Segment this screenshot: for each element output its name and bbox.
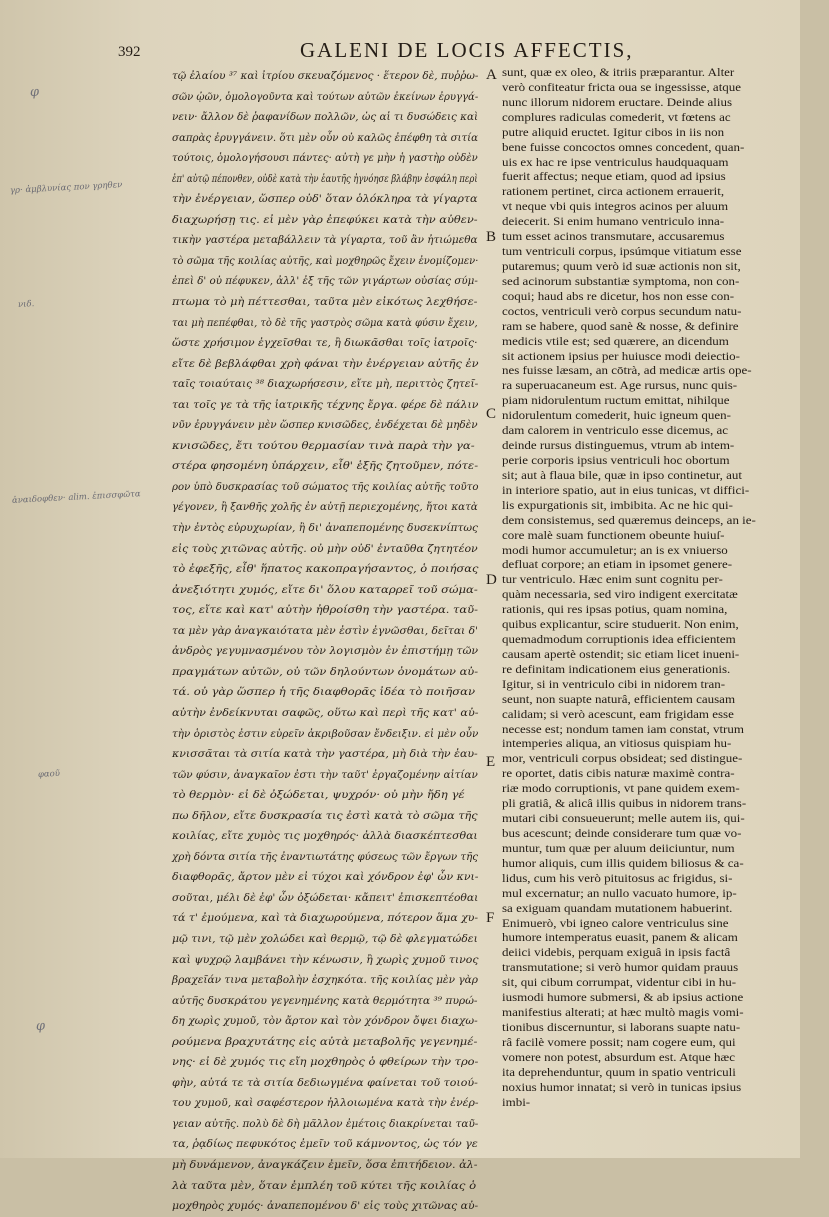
text-line: mutari cibi consueuerunt; melle autem iis, qui- [502,812,745,826]
text-line: riæ modo corruptionis, vt pane quidem exem- [502,782,740,796]
text-line: ἐπ' αὐτῷ πέπονθεν, οὐδὲ κατὰ τὴν ἑαυτῆς ἠγνόησε βλάβην ἐσφάλη περὶ [172,172,478,185]
text-line: τῶν φύσιν, ἀναγκαῖον ἐστι τὴν ταῦτ' ἐργαζομένην αἰτίαν [172,768,478,781]
text-line: τούτοις, ὁμολογήσουσι πάντες· αὐτὴ γε μὴν ἡ γαστὴρ οὐδὲν [172,152,478,165]
margin-note: ἀναιδοφθεν· alim. ἐπισσφῶτα [11,489,141,506]
text-line: nunc illorum nidorem eructare. Deinde alius [502,95,733,109]
text-line: vomere non potest, absurdum est. Atque hæc [502,1050,735,1064]
text-line: ὥστε χρήσιμον ἐγχεῖσθαι τε, ἢ διωκᾶσθαι τοῖς ἰατροῖς· [172,337,478,350]
text-line: imbi- [502,1095,531,1109]
text-line: transmutatione; si verò humor quidam prauus [502,961,739,975]
running-title: GALENI DE LOCIS AFFECTIS, [300,38,634,62]
page-number: 392 [118,44,141,60]
text-line: ita deprehenduntur, quum in spatio ventriculi [502,1065,736,1079]
text-line: sit, qui cibum corrumpat, videntur cibi in hu- [502,976,737,990]
text-line: lidus, cum his verò pituitosus ac frigidus, si- [502,871,733,885]
text-line: complures radiculas comederit, vt fœtens ac [502,110,731,124]
text-line: dam calorem in ventriculo esse dicemus, ac [502,424,729,438]
text-line: uis ex hac re ipse ventriculus haudquaquam [502,155,729,169]
text-line: râ facilè vomere possit; nam cogere eum, qui [502,1035,736,1049]
text-line: pli gratiâ, & alicâ illis quibus in nidorem trans- [502,797,747,811]
text-line: core malè suam functionem obeunte huiuſ- [502,528,725,542]
text-line: ρούμενα βραχυτάτης εἰς αὐτὰ μεταβολῆς γεγενημέ- [172,1035,478,1048]
text-line: iusmodi humore submersi, & ab ipsius actione [502,991,744,1005]
section-marker-b: B [486,229,497,245]
text-line: coctos, ventriculi verò corpus secundum natu- [502,304,742,318]
text-line: ram se habere, quod sanè & nosse, & definire [502,319,739,333]
text-line: putre aliquid eructet. Igitur cibos in iis non [502,125,725,139]
latin-text-column [502,66,794,1111]
text-line: ἀνδρὸς γεγυμνασμένου τὸν λογισμὸν ἐν ἐπιστήμῃ τῶν [172,645,479,658]
text-line: τὴν ἐντὸς εὐρυχωρίαν, ἢ δι' ἀναπεπομένης δυσεκνίπτως [172,522,478,535]
text-line: χρὴ δόντα σιτία τῆς ἐναντιωτάτης φύσεως τῶν ἔργων τῆς [172,850,479,863]
text-line: sa exiguam quandam mutationem habuerint. [502,901,733,915]
text-line: τὴν ὁριστὸς ἐστιν εὑρεῖν ἀκριβοῦσαν ἔνδειξιν. εἰ μὲν οὖν [172,727,479,740]
margin-note: φ [29,84,40,100]
text-line: τά. οὐ γὰρ ὥσπερ ἡ τῆς διαφθορᾶς ἰδέα τὸ ποιῆσαν [172,686,476,699]
text-line: διαχωρήσῃ τις. εἰ μὲν γὰρ ἐπεφύκει κατὰ τὴν αὐθεν- [172,213,478,226]
text-line: ἐπεὶ δ' οὐ πέφυκεν, ἀλλ' ἐξ τῆς τῶν γιγάρτων οὐσίας σύμ- [172,275,478,288]
section-marker-c: C [486,406,497,422]
text-line: deiecerit. Si enim humano ventriculo inna- [502,215,725,229]
text-line: humor aliquis, cum illis quidem biliosus & ca- [502,856,744,870]
text-line: σῶν ᾠῶν, ὁμολογοῦντα καὶ τούτων αὐτῶν ἐκείνων ἐρυγγά- [172,90,479,103]
text-line: πω δῆλον, εἴτε δυσκρασία τις ἐστὶ κατὰ τὸ σῶμα τῆς [172,809,478,822]
text-line: δη χωρὶς χυμοῦ, τὸν ἄρτον καὶ τὸν χόνδρον ὄψει διαχω- [172,1015,478,1028]
text-line: necesse est; nondum tamen iam constat, vtrum [502,722,744,736]
text-line: mor, ventriculi corpus obsideat; sed distingue- [502,752,743,766]
text-line: τά τ' ἐμούμενα, καὶ τὰ διαχωρούμενα, πότερον ἅμα χυ- [172,912,479,925]
text-line: μῷ τινι, τῷ μὲν χολώδει καὶ θερμῷ, τῷ δὲ φλεγματώδει [172,932,478,945]
text-line: τὸ σῶμα τῆς κοιλίας αὐτῆς, καὶ μοχθηρῶς ἔχειν ἐνομίζομεν· [172,254,479,267]
text-line: deiici videbis, perquam exiguâ in ipsis factâ [502,946,731,960]
section-marker-e: E [486,754,496,770]
section-marker-d: D [486,572,497,588]
text-line: του χυμοῦ, καὶ σαφέστερον ἠλλοιωμένα κατὰ τὴν ἐνέρ- [172,1097,479,1110]
text-line: τὸ ἐφεξῆς, εἶθ' ἥπατος κακοπραγήσαντος, ὁ ποιήσας [172,563,479,576]
text-line: sit; aut à flaua bile, quæ in ipso continetur, aut [502,468,743,482]
text-line: modi humor accumuletur; an is ex vniuerso [502,543,728,557]
text-line: sit actionem ipsius per huiusce modi deiectio- [502,349,741,363]
text-line: γειαν αὐτῆς. πολὺ δὲ δὴ μᾶλλον ἐμέτοις διακρίνεται ταῦ- [172,1117,479,1130]
text-line: κνισσᾶται τὰ σιτία κατὰ τὴν γαστέρα, μὴ διὰ τὴν ἑαυ- [172,748,478,761]
text-line: πτωμα τὸ μὴ πέττεσθαι, ταῦτα μὲν εἰκότως λεχθήσε- [172,296,478,309]
text-line: καὶ ψυχρῷ λαμβάνει τὴν κένωσιν, ἢ χωρὶς χυμοῦ τινος [172,953,479,966]
text-line: σοῦται, μέλι δὲ ἐφ' ὧν ὀξώδεται· κἄπειτ' ἐπισκεπτέοθαι [172,891,479,904]
text-line: τὸ θερμὸν· εἰ δὲ ὀξώδεται, ψυχρόν· οὐ μὴν ἤδη γέ [172,789,465,802]
text-line: tum ventriculi corpus, ipsúmque vitiatum esse [502,245,742,259]
margin-note: γρ· ἀμβλυνίας πον γρηθεν [9,180,123,196]
text-line: coqui; haud abs re dicetur, hos non esse con- [502,289,735,303]
text-line: piam nidorulentum ructum emittat, nihilque [502,394,730,408]
text-line: rationem pertinet, circa actionem errauerit, [502,185,725,199]
text-line: bene fuisse concoctos omnes concedent, quan- [502,140,745,154]
margin-note: νιδ. [17,299,35,310]
text-line: quemadmodum corruptionis idea efficientem [502,633,736,647]
text-line: nidorulentum comederit, huic igneum quen- [502,409,731,423]
text-line: vt neque vbi quis integros acinos per aluum [502,200,729,214]
text-line: putaremus; quum verò id suæ actionis non sit, [502,259,741,273]
text-line: verò confiteatur fricta oua se ingessisse, atque [502,80,742,94]
text-line: fuerit affectus; neque etiam, quod ad ipsius [502,170,726,184]
text-line: τὴν ἐνέργειαν, ὥσπερ οὐδ' ὅταν ὁλόκληρα τὰ γίγαρτα [172,193,478,206]
text-line: στέρα φησομένη ὑπάρχειν, εἶθ' ἑξῆς ζητοῦμεν, πότε- [172,460,479,473]
text-line: bus acescunt; deinde considerare tum quæ vo- [502,827,742,841]
text-line: ταῖς τοιαύταις ³⁸ διαχωρήσεσιν, εἴτε μὴ, περιττὸς ζητεῖ- [172,378,479,391]
text-line: φὴν, αὐτά τε τὰ σιτία δεδιωγμένα φαίνεται τοῦ τοιού- [172,1076,478,1089]
text-line: νης· εἰ δὲ χυμός τις εἴη μοχθηρὸς ὁ φθείρων τὴν τρο- [172,1056,479,1069]
text-line: rationis, qui res ipsas potius, quam nomina, [502,603,728,617]
text-line: tionibus discernuntur, si laborans suapte natu- [502,1021,741,1034]
text-line: muntur, tum quæ per aluum deiiciuntur, num [502,841,735,855]
text-line: γέγονεν, ἢ ξανθῆς χολῆς ἐν αὐτῇ περιεχομένης, ἤτοι κατὰ [172,501,478,514]
text-line: διαφθορᾶς, ἄρτον μὲν εἰ τύχοι καὶ χόνδρον ἐφ' ὧν κνι- [172,871,479,884]
text-line: Enimuerò, vbi igneo calore ventriculus sine [502,916,729,930]
text-line: ἀνεξιότητι χυμός, εἴτε δι' ὅλου καταρρεῖ τοῦ σώμα- [172,583,478,596]
text-line: πραγμάτων αὐτῶν, οὐ τῶν δηλούντων ὀνομάτων αὐ- [172,665,479,678]
text-line: deinde rursus distinguemus, vtrum ab intem- [502,439,735,453]
text-line: μοχθηρὸς χυμός· ἀναπεπομένου δ' εἰς τοὺς χιτῶνας αὐ- [172,1200,479,1213]
text-line: ra superuacaneum est. Age rursus, nunc quis- [502,379,738,393]
text-line: quibus explicantur, scire studuerit. Non enim, [502,618,739,632]
text-line: ται τοῖς γε τὰ τῆς ἰατρικῆς τέχνης ἔργα. φέρε δὲ πάλιν [172,398,479,411]
text-line: ται μὴ πεπέφθαι, τὸ δὲ τῆς γαστρὸς σῶμα κατὰ φύσιν ἔχειν, [172,316,478,329]
margin-note: φ [35,1018,46,1034]
text-line: Igitur, si in ventriculo cibi in nidorem tran- [502,677,726,691]
text-line: ρον ὑπὸ δυσκρασίας τοῦ σώματος τῆς κοιλίας αὐτῆς τοῦτο [172,480,479,493]
text-line: defluat corpore; an etiam in ipsomet genere- [502,558,733,572]
text-line: sed acinorum substantiæ symptoma, non con- [502,274,740,288]
text-line: αὐτὴν ἐνδείκνυται σαφῶς, οὕτω καὶ περὶ τῆς κατ' αὐ- [172,706,479,719]
section-marker-f: F [486,910,495,926]
text-line: νῦν ἐρυγγάνειν μὲν ὥσπερ κνισῶδες, ἐνδέχεται δὲ μηδὲν [172,419,478,432]
text-line: τα μὲν γὰρ ἀναγκαιότατα μὲν ἐστὶν ἐγνῶσθαι, δεῖται δ' [172,624,479,637]
text-line: re oportet, datis cibis naturæ maximè contra- [502,767,735,781]
text-line: in interiore spatio, aut in eius tunicas, vt diffici- [502,483,750,497]
text-line: nes fuisse læsam, an cōtrà, ad medicæ artis ope- [502,364,752,378]
text-line: intemperies aliqua, an vitiosus quispiam hu- [502,737,732,751]
text-line: quàm necessaria, sed viro indigent exercitatæ [502,588,738,602]
text-line: perie corporis ipsius ventriculi hoc obortum [502,453,730,467]
text-line: λὰ ταῦτα μὲν, ὅταν ἐμπλέη τοῦ κύτει τῆς κοιλίας ὁ [172,1179,477,1192]
text-line: seunt, non suapte naturâ, efficientem causam [502,692,736,706]
text-line: τῷ ἐλαίου ³⁷ καὶ ἰτρίου σκευαζόμενος · ἕτερον δὲ, πυῤῥω- [172,70,479,82]
text-line: sunt, quæ ex oleo, & itriis præparantur. Alter [502,66,735,79]
text-line: causam apertè ostendit; sic etiam licet inueni- [502,647,740,661]
text-line: calidam; si verò acescunt, eam frigidam esse [502,707,734,721]
greek-text-column [172,66,478,1217]
text-line: τος, εἴτε καὶ κατ' αὐτὴν ἠθροίσθη τὴν γαστέρα. ταῦ- [172,604,478,617]
text-line: κνισῶδες, ἔτι τούτου θερμασίαν τινὰ παρὰ τὴν γα- [172,439,475,452]
text-line: εἴτε δὲ βεβλάφθαι χρὴ φάναι τὴν ἐνέργειαν αὐτῆς ἐν [172,357,479,370]
text-line: αὐτῆς δυσκράτου γεγενημένης κατὰ θερμότητα ³⁹ πυρώ- [172,994,478,1007]
text-line: lis expurgationis sit, imbibita. Ac ne hic qui- [502,498,733,512]
text-line: εἰς τοὺς χιτῶνας αὐτῆς. οὐ μὴν οὐδ' ἐνταῦθα ζητητέον [172,542,478,555]
text-line: medicis vtile est; sed quærere, an dicendum [502,334,729,348]
text-line: μὴ δυνάμενον, ἀναγκάζειν ἐμεῖν, ὅσα ἐπιτήδειον. ἀλ- [172,1158,478,1171]
text-line: tur ventriculo. Hæc enim sunt cognitu per- [502,573,723,587]
text-line: noxius humor innatat; si verò in tunicas ipsius [502,1080,742,1094]
text-line: tum esset acinos transmutare, accusaremus [502,230,725,244]
text-line: humore intemperatus euasit, panem & alicam [502,931,738,945]
section-marker-a: A [486,67,497,83]
text-line: νειν· ἄλλον δὲ ῥαφανίδων πολλῶν, ὡς αἱ τι δυσώδεις καὶ [172,111,479,124]
text-line: τα, ῥᾳδίως πεφυκότος ἐμεῖν τοῦ κάμνοντος, ὡς τόν γε [172,1138,478,1151]
text-line: mul excernatur; an nullo vacuato humore, ip- [502,886,737,900]
text-line: manifestius alterati; at hæc multò magis vomi- [502,1006,744,1020]
text-line: σαπρὰς ἐρυγγάνειν. ὅτι μὲν οὖν οὐ καλῶς ἐπέφθη τὰ σιτία [172,131,479,144]
margin-note: φαοῦ [37,768,61,780]
text-line: re definitam indicationem eius generationis. [502,662,731,676]
text-line: κοιλίας, εἴτε χυμὸς τις μοχθηρός· ἀλλὰ διασκέπτεσθαι [172,830,478,843]
text-line: τικὴν γαστέρα μεταβάλλειν τὰ γίγαρτα, τοῦ ἂν ἠτιώμεθα [172,234,478,247]
text-line: dem consistemus, sed quæremus deinceps, an ie- [502,513,756,527]
text-line: βραχεῖάν τινα μεταβολὴν ἐσχηκότα. τῆς κοιλίας μὲν γὰρ [172,974,478,987]
